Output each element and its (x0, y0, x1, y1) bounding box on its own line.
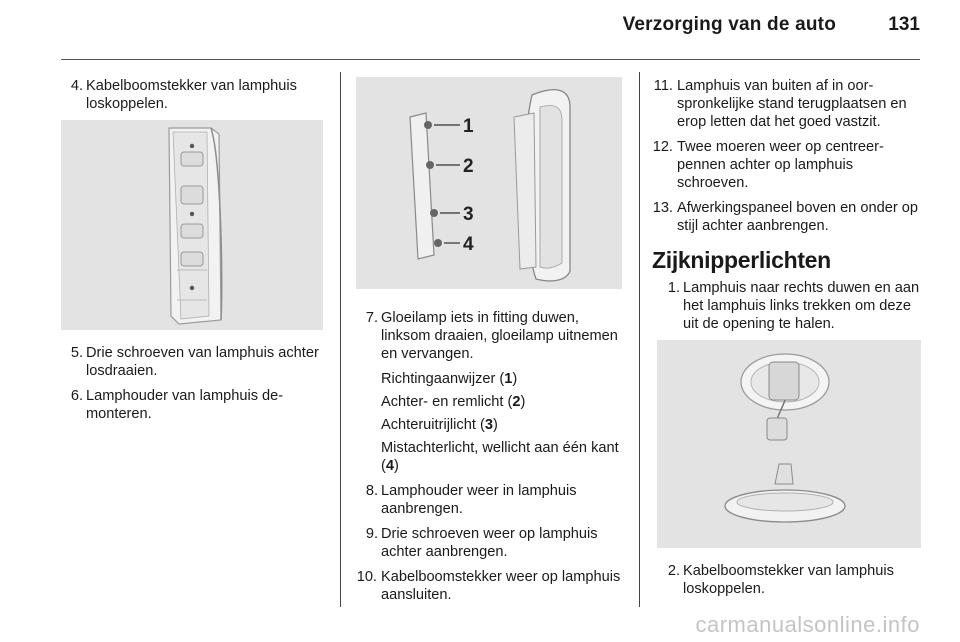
step-6 (61, 387, 325, 423)
page-number: 131 (888, 14, 920, 35)
step-text: Drie schroeven van lamphuis achter losdraaien. (86, 345, 319, 379)
step-number: 10. (356, 569, 377, 585)
column-3 (652, 77, 922, 605)
callout-4: 4 (463, 234, 474, 255)
step-text: Kabelboomstekker van lamphuis loskoppelen. (86, 78, 297, 112)
step-number: 11. (653, 78, 673, 94)
section-heading: Zijknipperlichten (652, 247, 831, 273)
step-8 (356, 482, 624, 518)
step-number: 8. (365, 483, 378, 499)
column-divider-2 (639, 72, 640, 607)
callout-1: 1 (463, 116, 474, 137)
step-text: Drie schroeven weer op lamphuis achter aanbrengen. (381, 526, 598, 560)
step-number: 12. (652, 139, 673, 155)
step-4 (61, 77, 325, 113)
bulb-holder-illustration (356, 77, 622, 289)
step-10 (351, 568, 624, 604)
step-number: 7. (365, 310, 378, 326)
column-divider-1 (340, 72, 341, 607)
header-divider (61, 59, 920, 60)
step-7 (356, 309, 624, 363)
step-number: 4. (70, 78, 83, 94)
step-number: 6. (70, 388, 83, 404)
step-13 (647, 199, 922, 235)
step-12 (647, 138, 922, 192)
step-text: Kabelboomstekker van lamphuis loskoppelen. (683, 563, 894, 597)
column-1 (61, 77, 325, 430)
figure-bulb-holder (356, 77, 622, 289)
step-text: Twee moeren weer op centreerpennen achter op lamphuis schroeven. (677, 139, 884, 191)
step-text: Kabelboomstekker weer op lamphuis aansluiten. (381, 569, 621, 603)
step-text: Lamphuis van buiten af in oorspronkelijke stand terugplaatsen en erop letten dat het goed vastzit. (677, 78, 907, 130)
side-step-1 (658, 279, 922, 333)
taillight-housing-illustration (61, 120, 323, 330)
step-11 (647, 77, 922, 131)
step-text: Lamphouder van lamphuis demonteren. (86, 388, 284, 422)
step-text: Gloeilamp iets in fitting duwen, linksom draaien, gloeilamp uitnemen en vervangen. (381, 310, 618, 362)
step-9 (356, 525, 624, 561)
step-text: Lamphouder weer in lamphuis aanbrengen. (381, 483, 577, 517)
side-indicator-illustration (657, 340, 921, 548)
bulb-type-1: Richtingaanwijzer (1) (381, 371, 518, 387)
side-step-2 (658, 562, 922, 598)
callout-2: 2 (463, 156, 474, 177)
page-header-title: Verzorging van de auto (622, 14, 836, 35)
column-2 (356, 77, 624, 611)
figure-taillight-rear (61, 120, 323, 330)
step-text: Lamphuis naar rechts duwen en aan het lamphuis links trekken om deze uit de opening te halen. (683, 280, 920, 332)
step-number: 13. (652, 200, 673, 216)
step-number: 5. (70, 345, 83, 361)
step-text: Afwerkingspaneel boven en onder op stijl achter aanbrengen. (677, 200, 918, 234)
figure-side-indicator (657, 340, 921, 548)
step-5 (61, 344, 325, 380)
bulb-type-2: Achter- en remlicht (2) (381, 394, 526, 410)
step-number: 2. (667, 563, 680, 579)
bulb-type-3: Achteruitrijlicht (3) (381, 417, 498, 433)
step-number: 9. (365, 526, 378, 542)
callout-3: 3 (463, 204, 474, 225)
step-number: 1. (667, 280, 680, 296)
watermark: carmanualsonline.info (695, 612, 920, 637)
bulb-type-4: Mistachterlicht, wellicht aan één kant (4) (381, 440, 619, 474)
